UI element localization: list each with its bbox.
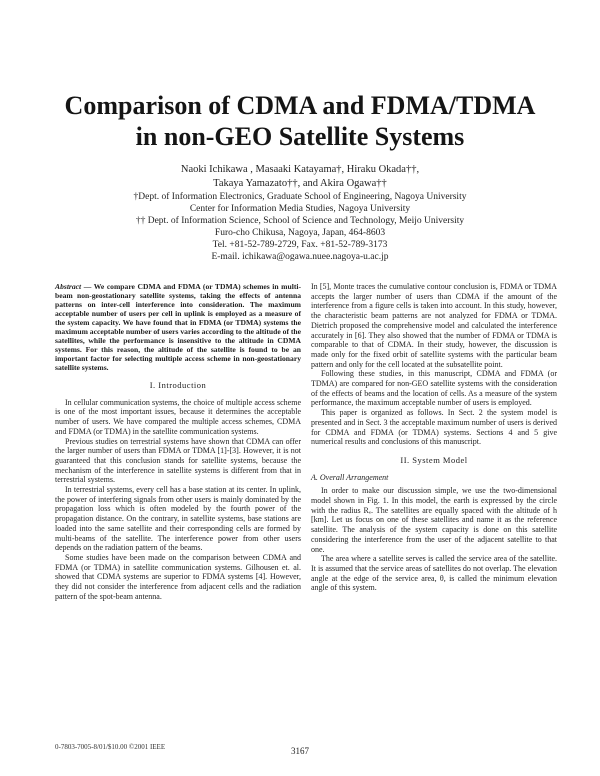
affiliation-address: Furo-cho Chikusa, Nagoya, Japan, 464-8603 [214,228,386,238]
affiliation-2: Center for Information Media Studies, Nagoya University [189,204,411,214]
intro-paragraph-2: Previous studies on terrestrial systems have shown that CDMA can offer the larger number of users than FDMA or TDMA [1]-[3]. However, it is not guaranteed that this conclusion stands for satellite systems, because the mechanism of the interference in satellite systems is different from that in terrestrial systems. [55,436,301,485]
abstract-lead: Abstract [55,282,82,291]
intro-paragraph-1: In cellular communication systems, the choice of multiple access scheme is one of the most important issues, because it determines the acceptable number of users. We have compared the multiple access schemes, CDMA and FDMA (or TDMA) in the satellite communication systems. [55,397,301,436]
copyright-notice: 0-7803-7005-8/01/$10.00 ©2001 IEEE [55,743,166,751]
intro-paragraph-3: In terrestrial systems, every cell has a base station at its center. In uplink, the power of interfering signals from other users is mainly dominated by the propagation loss which is often modeled by the fourth power of the propagation distance. On the contrary, in satellite systems, base stations are loaded into the same satellite and their corresponding cells are formed by multi-beams of the satellite. The interference power from other users depends on the radiation pattern of the beams. [55,485,301,553]
abstract [55,282,301,372]
abstract-text: — We compare CDMA and FDMA (or TDMA) schemes in multi-beam non-geostationary satellite systems, taking the effects of antenna patterns on inter-cell interference into consideration. The maximum acceptable number of users per cell in uplink is employed as a measure of the system capacity. We have found that in FDMA (or TDMA) systems the maximum acceptable number of users varies according to the altitude of the satellites, while the performance is insensitive to the altitude in CDMA systems. For this reason, the altitude of the satellite is found to be an important factor for selecting multiple access scheme in non-geostationary satellite systems. [55,282,301,372]
affiliation-phone: Tel. +81-52-789-2729, Fax. +81-52-789-3173 [212,240,388,250]
right-column [311,282,557,593]
right-paragraph-1: In [5], Monte traces the cumulative contour conclusion is, FDMA or TDMA accepts the larger number of users than CDMA if the amount of the interference from a figure cells is taken into account. In this study, however, the characteristic beam patterns are not analyzed for FDMA or TDMA. Dietrich proposed the comprehensive model and calculated the interference accurately in [6]. They also showed that the number of FDMA or TDMA is comparable to that of CDMA. In their study, however, the discussion is made only for the fixed orbit of satellite systems with the particular beam pattern and only for the cell located at the subsatellite point. [311,282,557,369]
title-line-2: in non-GEO Satellite Systems [135,122,465,151]
affiliation-email: E-mail. ichikawa@ogawa.nuee.nagoya-u.ac.jp [211,252,389,262]
intro-paragraph-4: Some studies have been made on the comparison between CDMA and FDMA (or TDMA) in satellite communication systems. Gilhousen et. al. showed that CDMA systems are superior to FDMA systems [4]. However, they did not consider the interference from adjacent cells and the radiation pattern of the spot-beam antenna. [55,552,301,601]
right-paragraph-5: The area where a satellite serves is called the service area of the satellite. It is assumed that the service areas of satellites do not overlap. The elevation angle at the edge of the service area, θ, is called the minimum elevation angle of this system. [311,554,557,593]
page-number: 3167 [291,746,309,756]
affiliation-1: †Dept. of Information Electronics, Graduate School of Engineering, Nagoya University [133,192,467,202]
right-paragraph-4: In order to make our discussion simple, we use the two-dimensional model shown in Fig. 1. In this model, the earth is expressed by the circle with the radius Rₑ. The satellites are equally spaced with the altitude of h [km]. Let us focus on one of these satellites and name it as the reference satellite. The analysis of the system capacity is done on this satellite considering the interference from the user of the adjacent satellite to that one. [311,486,557,554]
author-block [60,163,540,263]
right-paragraph-2: Following these studies, in this manuscript, CDMA and FDMA (or TDMA) are compared for non-GEO satellite systems with the consideration of the effects of beams and the location of cells. As a measure of the system performance, the maximum acceptable number of users is employed. [311,369,557,408]
affiliation-3: †† Dept. of Information Science, School of Science and Technology, Meijo University [135,216,465,226]
title-line-1: Comparison of CDMA and FDMA/TDMA [64,91,536,120]
paper-title [40,90,560,152]
section-heading-system-model: II. System Model [400,454,468,465]
author-names-line-1: Naoki Ichikawa , Masaaki Katayama†, Hiraku Okada††, [180,164,420,175]
right-paragraph-3: This paper is organized as follows. In Sect. 2 the system model is presented and in Sect. 3 the acceptable maximum number of users is derived for CDMA and FDMA (or TDMA) systems. Sections 4 and 5 give numerical results and conclusions of this manuscript. [311,408,557,447]
subsection-heading-overall-arrangement: A. Overall Arrangement [311,472,389,482]
author-names-line-2: Takaya Yamazato††, and Akira Ogawa†† [213,178,387,189]
section-heading-introduction: I. Introduction [149,380,207,390]
left-column [55,282,301,601]
